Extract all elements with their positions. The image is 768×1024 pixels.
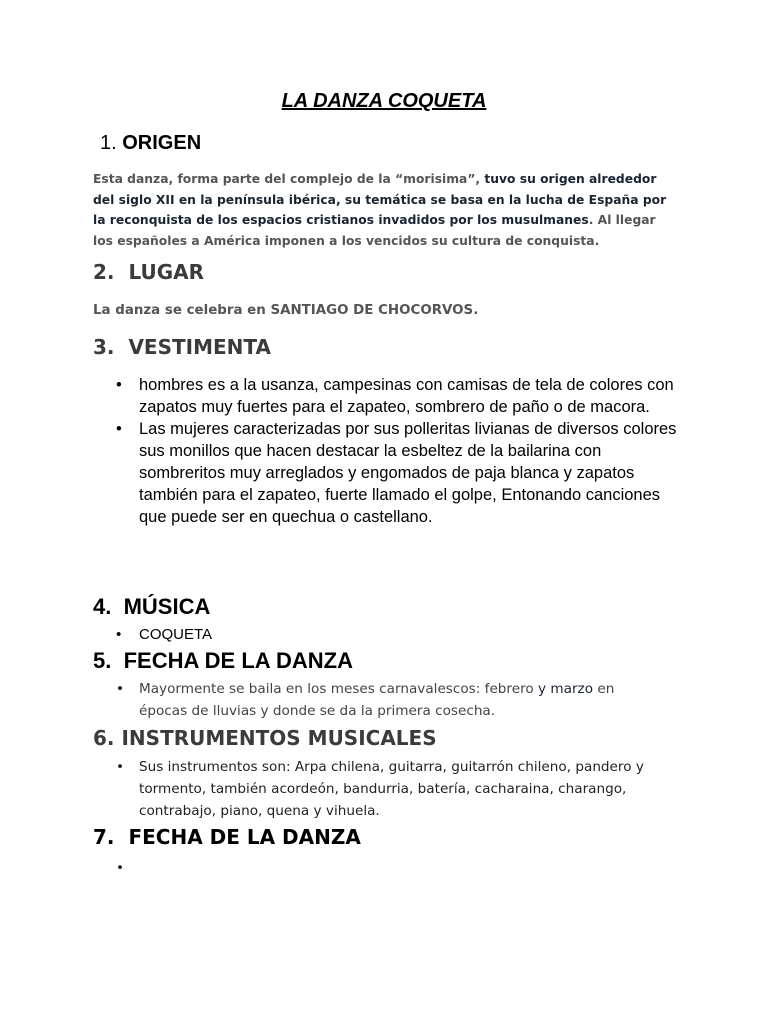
list-item: • Mayormente se baila en los meses carnavalescos: febrero y marzo en épocas de lluvias y donde se da la primera cosecha. <box>116 681 615 719</box>
heading-vestimenta: 3. VESTIMENTA <box>93 335 271 359</box>
heading-origen: 1. ORIGEN <box>100 132 202 154</box>
list-item: • Sus instrumentos son: Arpa chilena, guitarra, guitarrón chileno, pandero y tormento, también acordeón, bandurria, batería, cacharaina, charango, contrabajo, piano, quena y vihuela. <box>116 759 644 819</box>
list-item: • COQUETA <box>116 626 213 643</box>
heading-lugar: 2. LUGAR <box>93 260 205 284</box>
heading-fecha-danza-2: 7. FECHA DE LA DANZA <box>93 825 361 849</box>
musica-list <box>93 625 212 645</box>
list-item: • hombres es a la usanza, campesinas con camisas de tela de colores con zapatos muy fuertes para el zapateo, sombrero de paño o de macora. <box>116 376 674 416</box>
list-item: • <box>116 860 125 876</box>
list-item: • Las mujeres caracterizadas por sus polleritas livianas de diversos colores sus monillos que hacen destacar la esbeltez de la bailarina con sombreritos muy arreglados y engomados de paja blanca y zapatos también para el zapateo, fuerte llamado el golpe, Entonando canciones que puede ser en quechua o castellano. <box>116 420 677 526</box>
fecha-list <box>93 678 653 722</box>
document-title: LA DANZA COQUETA <box>281 90 487 112</box>
heading-instrumentos: 6. INSTRUMENTOS MUSICALES <box>93 726 437 750</box>
origen-paragraph: Esta danza, forma parte del complejo de la “morisima”, tuvo su origen alrededor del siglo XII en la península ibérica, su temática se basa en la lucha de España por la reconquista de los espacios cristianos invadidos por los musulmanes. Al llegar los españoles a América imponen a los vencidos su cultura de conquista. <box>93 172 667 248</box>
vestimenta-list <box>93 374 683 528</box>
fecha-empty-list <box>93 857 653 879</box>
heading-fecha-danza-1: 5. FECHA DE LA DANZA <box>93 648 353 673</box>
lugar-paragraph: La danza se celebra en SANTIAGO DE CHOCORVOS. <box>93 303 479 318</box>
instrumentos-list <box>93 756 653 822</box>
heading-musica: 4. MÚSICA <box>93 594 211 619</box>
